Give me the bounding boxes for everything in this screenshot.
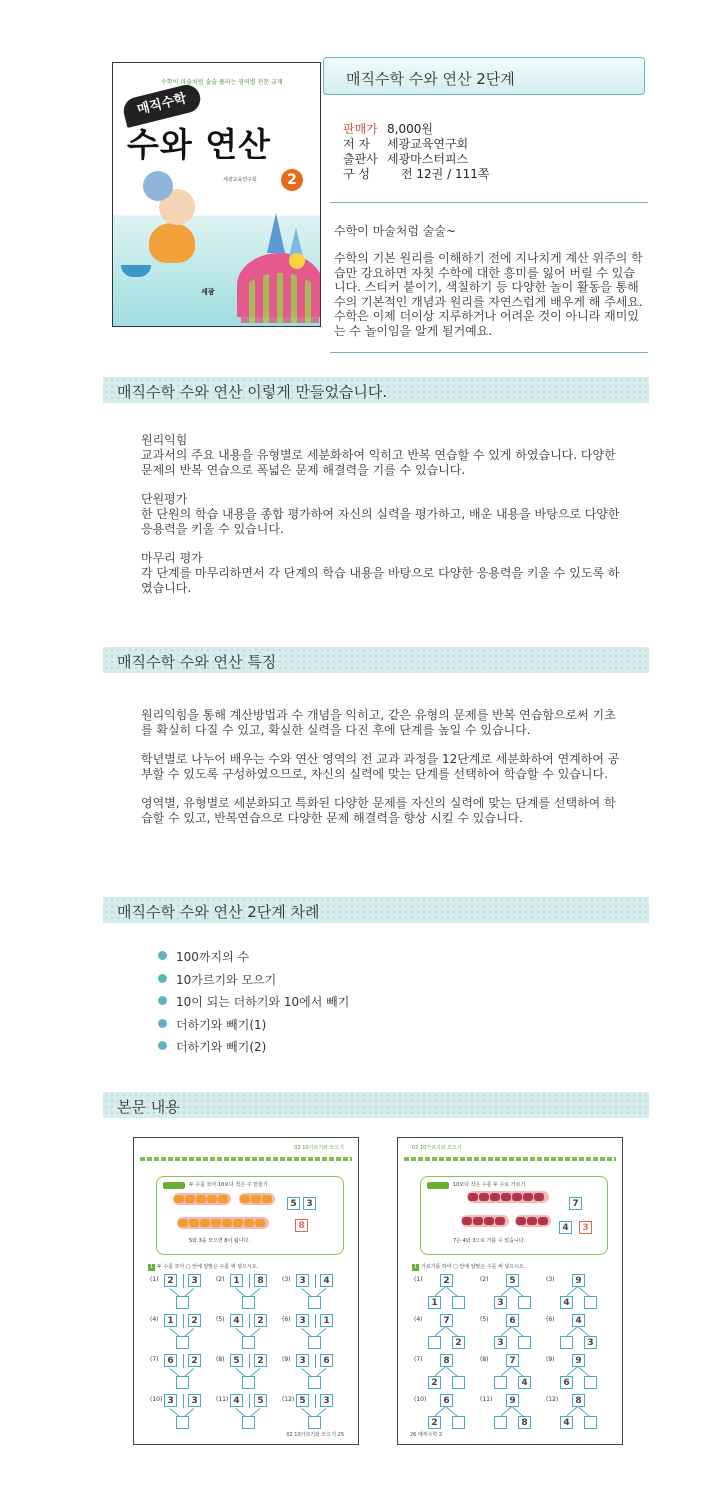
- connector-line: [183, 1394, 184, 1408]
- connector-line: [501, 1406, 512, 1416]
- number-box: 4: [572, 1314, 585, 1327]
- info-value: 전 12권 / 111쪽: [401, 167, 490, 181]
- problem-label: (2): [480, 1276, 489, 1283]
- problem-label: (5): [480, 1316, 489, 1323]
- number-box: 3: [188, 1394, 201, 1407]
- number-box: 3: [494, 1336, 507, 1349]
- section-header-sample: 본문 내용: [103, 1092, 649, 1118]
- concept-title: 10보다 작은 수를 두 수로 가르기: [453, 1182, 526, 1188]
- info-row-composition: [343, 167, 489, 182]
- connector-line: [567, 1326, 578, 1336]
- problem-label: (7): [150, 1356, 159, 1363]
- number-box: [452, 1416, 465, 1429]
- concept-tag: [427, 1182, 449, 1189]
- number-box: 3: [320, 1394, 333, 1407]
- feature-paragraph: 원리익힘을 통해 계산방법과 수 개념을 익히고, 같은 유형의 문제를 반복 연습함으로써 기초를 확실히 다질 수 있고, 확실한 실력을 다진 후에 단계를 높일 수 있습니다.: [141, 708, 616, 737]
- beads-group: [515, 1215, 551, 1227]
- section-features-body: [141, 708, 621, 840]
- connector-line: [315, 1394, 316, 1408]
- bullet-icon: [158, 1041, 167, 1050]
- connector-line: [435, 1366, 446, 1376]
- connector-line: [183, 1354, 184, 1368]
- example-top-box: 7: [569, 1197, 582, 1210]
- answer-box: [176, 1296, 189, 1309]
- number-box: 3: [494, 1296, 507, 1309]
- info-row-publisher: [343, 152, 489, 167]
- answer-box: [176, 1376, 189, 1389]
- page-rule: [404, 1157, 616, 1161]
- cover-badge: 매직수학: [121, 82, 203, 128]
- example-number-box: 5: [287, 1197, 300, 1210]
- section-header-toc: 매직수학 수와 연산 2단계 차례: [103, 897, 649, 923]
- number-box: 6: [320, 1354, 333, 1367]
- cover-character-shape: [143, 171, 173, 201]
- beads-group: [173, 1193, 231, 1205]
- problem-label: (6): [282, 1316, 291, 1323]
- example-number-box: 3: [579, 1221, 592, 1234]
- feature-item: [141, 492, 621, 537]
- example-number-box: 4: [559, 1221, 572, 1234]
- number-box: 6: [440, 1394, 453, 1407]
- number-box: 2: [440, 1274, 453, 1287]
- answer-box: [308, 1376, 321, 1389]
- number-box: 1: [230, 1274, 243, 1287]
- beads-group: [177, 1217, 269, 1229]
- number-box: 7: [440, 1314, 453, 1327]
- connector-line: [435, 1286, 446, 1296]
- connector-line: [435, 1326, 446, 1336]
- section-header-features: 매직수학 수와 연산 특징: [103, 647, 649, 673]
- product-info: [343, 122, 489, 182]
- question-number-icon: 1: [413, 1264, 418, 1270]
- question-number-icon: 1: [149, 1264, 154, 1270]
- number-box: 4: [320, 1274, 333, 1287]
- connector-line: [315, 1274, 316, 1288]
- number-box: 8: [572, 1394, 585, 1407]
- number-box: 4: [230, 1314, 243, 1327]
- section-made-body: [141, 433, 621, 610]
- concept-box: [156, 1176, 344, 1255]
- problem-label: (4): [414, 1316, 423, 1323]
- problem-label: (12): [546, 1396, 559, 1403]
- cover-boat-shape: [121, 265, 151, 277]
- number-box: 1: [428, 1296, 441, 1309]
- problem-label: (7): [414, 1356, 423, 1363]
- toc-item: [158, 1038, 349, 1061]
- problem-label: (3): [546, 1276, 555, 1283]
- feature-item: [141, 551, 621, 596]
- toc-item-label: 100까지의 수: [176, 950, 250, 964]
- number-box: [518, 1296, 531, 1309]
- sample-page-left: [133, 1137, 359, 1445]
- problem-label: (3): [282, 1276, 291, 1283]
- number-box: 8: [440, 1354, 453, 1367]
- connector-line: [249, 1354, 250, 1368]
- answer-box: [176, 1416, 189, 1429]
- number-box: 8: [518, 1416, 531, 1429]
- number-box: 4: [560, 1416, 573, 1429]
- connector-line: [315, 1314, 316, 1328]
- feature-text: 교과서의 주요 내용을 유형별로 세분화하여 익히고 반복 연습할 수 있게 하였습니다. 다양한 문제의 반복 연습으로 폭넓은 문제 해결력을 기를 수 있습니다.: [141, 448, 616, 477]
- connector-line: [567, 1286, 578, 1296]
- toc-item-label: 더하기와 빼기(2): [176, 1040, 267, 1054]
- cover-character-shape: [149, 223, 195, 263]
- section-header-made: 매직수학 수와 연산 이렇게 만들었습니다.: [103, 377, 649, 403]
- bullet-icon: [158, 996, 167, 1005]
- problem-label: (1): [150, 1276, 159, 1283]
- number-box: [428, 1336, 441, 1349]
- number-box: 9: [572, 1354, 585, 1367]
- question-text: 1 두 수를 모아 ▢ 안에 알맞은 수를 써 넣으시오.: [149, 1264, 259, 1270]
- answer-box: [242, 1296, 255, 1309]
- number-box: 2: [164, 1274, 177, 1287]
- example-number-box: 3: [303, 1197, 316, 1210]
- info-key: 구 성: [343, 167, 370, 181]
- number-box: 9: [572, 1274, 585, 1287]
- toc-item-label: 10이 되는 더하기와 10에서 빼기: [176, 995, 350, 1009]
- feature-title: 단원평가: [141, 492, 188, 506]
- connector-line: [435, 1406, 446, 1416]
- beads-group: [461, 1215, 509, 1227]
- answer-box: [308, 1336, 321, 1349]
- cover-tower-shape: [267, 213, 285, 253]
- connector-line: [249, 1274, 250, 1288]
- question-text: 1 가르기를 하여 ▢ 안에 알맞은 수를 써 넣으시오.: [413, 1264, 526, 1270]
- cover-title: 수와 연산: [127, 125, 272, 164]
- number-box: 4: [230, 1394, 243, 1407]
- number-box: 5: [230, 1354, 243, 1367]
- number-box: [560, 1336, 573, 1349]
- problem-label: (5): [216, 1316, 225, 1323]
- problem-label: (11): [216, 1396, 229, 1403]
- sample-page-right: [397, 1137, 623, 1445]
- feature-text: 각 단계를 마무리하면서 각 단계의 학습 내용을 바탕으로 다양한 응용력을 키울 수 있도록 하였습니다.: [141, 566, 620, 595]
- bullet-icon: [158, 951, 167, 960]
- number-box: 3: [296, 1274, 309, 1287]
- connector-line: [315, 1354, 316, 1368]
- problem-label: (9): [282, 1356, 291, 1363]
- number-box: 2: [428, 1376, 441, 1389]
- page-rule: [140, 1157, 352, 1161]
- connector-line: [567, 1406, 578, 1416]
- number-box: 6: [164, 1354, 177, 1367]
- cover-publisher-logo: 세광: [201, 288, 215, 296]
- toc-item: [158, 971, 349, 994]
- feature-paragraph: 학년별로 나누어 배우는 수와 연산 영역의 전 교과 과정을 12단계로 세분화하여 연계하여 공부할 수 있도록 구성하였으므로, 자신의 실력에 맞는 단계를 선택하여 학습할 수 있습니다.: [141, 752, 620, 781]
- answer-box: [242, 1416, 255, 1429]
- answer-box: [176, 1336, 189, 1349]
- bullet-icon: [158, 974, 167, 983]
- number-box: [452, 1376, 465, 1389]
- number-box: [494, 1416, 507, 1429]
- cover-tagline: 수학이 마술처럼 술술 풀리는 영역별 전문 교재: [161, 79, 283, 86]
- connector-line: [249, 1394, 250, 1408]
- number-box: 3: [164, 1394, 177, 1407]
- number-box: 1: [320, 1314, 333, 1327]
- connector-line: [567, 1366, 578, 1376]
- info-value: 8,000원: [387, 122, 433, 136]
- info-key: 판매가: [343, 122, 378, 136]
- feature-text: 한 단원의 학습 내용을 종합 평가하여 자신의 실력을 평가하고, 배운 내용을 바탕으로 다양한 응용력을 키울 수 있습니다.: [141, 507, 620, 536]
- info-value: 세광교육연구회: [387, 137, 469, 151]
- number-box: [494, 1376, 507, 1389]
- divider: [330, 202, 648, 203]
- feature-paragraph: 영역별, 유형별로 세분화되고 특화된 다양한 문제를 자신의 실력에 맞는 단계를 선택하여 학습할 수 있고, 반복연습으로 다양한 문제 해결력을 향상 시킬 수 있습니다.: [141, 796, 616, 825]
- problem-label: (8): [216, 1356, 225, 1363]
- problem-label: (12): [282, 1396, 295, 1403]
- concept-note: 7은 4와 3으로 가를 수 있습니다.: [453, 1238, 526, 1244]
- problem-label: (1): [414, 1276, 423, 1283]
- concept-title: 두 수를 모아 10보다 작은 수 만들기: [189, 1182, 268, 1188]
- problem-label: (10): [150, 1396, 163, 1403]
- number-box: 2: [452, 1336, 465, 1349]
- concept-tag: [163, 1182, 185, 1189]
- beads-group: [467, 1191, 549, 1203]
- cover-step-badge: 2: [281, 169, 303, 191]
- number-box: [584, 1376, 597, 1389]
- number-box: 5: [296, 1394, 309, 1407]
- number-box: 6: [506, 1314, 519, 1327]
- number-box: 2: [254, 1354, 267, 1367]
- beads-group: [239, 1193, 275, 1205]
- feature-title: 마무리 평가: [141, 551, 203, 565]
- number-box: [584, 1296, 597, 1309]
- connector-line: [501, 1326, 512, 1336]
- page-footer: 02 10가르기와 모으기 25: [286, 1432, 344, 1438]
- cover-sun-shape: [289, 253, 305, 269]
- number-box: 2: [188, 1314, 201, 1327]
- problem-label: (6): [546, 1316, 555, 1323]
- toc-item: [158, 1016, 349, 1039]
- problem-label: (4): [150, 1316, 159, 1323]
- divider: [330, 352, 648, 353]
- book-cover-image: [112, 62, 321, 327]
- connector-line: [183, 1274, 184, 1288]
- number-box: 3: [296, 1314, 309, 1327]
- toc-item-label: 10가르기와 모으기: [176, 972, 277, 987]
- cover-hill-shape: [241, 273, 319, 323]
- number-box: [518, 1336, 531, 1349]
- number-box: 8: [254, 1274, 267, 1287]
- toc-item: [158, 948, 349, 971]
- bullet-icon: [158, 1019, 167, 1028]
- problem-label: (9): [546, 1356, 555, 1363]
- problem-label: (8): [480, 1356, 489, 1363]
- table-of-contents: [158, 948, 349, 1061]
- cover-author: 세광교육연구회: [223, 177, 257, 183]
- info-key: 출판사: [343, 152, 378, 166]
- number-box: 5: [254, 1394, 267, 1407]
- connector-line: [501, 1286, 512, 1296]
- number-box: 2: [254, 1314, 267, 1327]
- answer-box: [242, 1336, 255, 1349]
- page-header: 02 10가르기와 모으기: [412, 1145, 462, 1151]
- feature-title: 원리익힘: [141, 433, 188, 447]
- connector-line: [249, 1314, 250, 1328]
- info-key: 저 자: [343, 137, 370, 151]
- answer-box: [308, 1416, 321, 1429]
- number-box: 3: [584, 1336, 597, 1349]
- toc-item-label: 더하기와 빼기(1): [176, 1017, 267, 1032]
- number-box: 4: [560, 1296, 573, 1309]
- connector-line: [183, 1314, 184, 1328]
- number-box: 2: [188, 1354, 201, 1367]
- number-box: 7: [506, 1354, 519, 1367]
- number-box: 2: [428, 1416, 441, 1429]
- number-box: 6: [560, 1376, 573, 1389]
- problem-label: (2): [216, 1276, 225, 1283]
- concept-note: 5와 3을 모으면 8이 됩니다.: [189, 1238, 250, 1244]
- info-row-price: [343, 122, 489, 137]
- connector-line: [501, 1366, 512, 1376]
- answer-box: [242, 1376, 255, 1389]
- page-footer: 26 매직수학 2: [410, 1432, 443, 1438]
- info-value: 세광마스터피스: [387, 152, 469, 166]
- concept-box: [420, 1176, 608, 1255]
- info-row-author: [343, 137, 489, 152]
- number-box: 4: [518, 1376, 531, 1389]
- number-box: 5: [506, 1274, 519, 1287]
- problem-label: (11): [480, 1396, 493, 1403]
- product-subtitle: 수학이 마술처럼 술술~: [334, 224, 457, 238]
- page-header: 02 10가르기와 모으기: [294, 1145, 344, 1151]
- number-box: 9: [506, 1394, 519, 1407]
- answer-box: [308, 1296, 321, 1309]
- number-box: [452, 1296, 465, 1309]
- product-intro: 수학의 기본 원리를 이해하기 전에 지나치게 계산 위주의 학습만 강요하면 자칫 수학에 대한 흥미를 잃어 버릴 수 있습니다. 스티커 붙이기, 색칠하기 등 다양한 놀이 활동을 통해 수의 기본적인 개념과 원리를 자연스럽게 배우게 해 주세요. 수학은 이제 더이상 지루하거나 어려운 것이 아니라 재미있는 수 놀이임을 알게 될거예요.: [334, 251, 643, 338]
- problem-label: (10): [414, 1396, 427, 1403]
- number-box: 1: [164, 1314, 177, 1327]
- feature-item: [141, 433, 621, 478]
- example-result-box: 8: [295, 1219, 308, 1232]
- number-box: 3: [296, 1354, 309, 1367]
- number-box: 3: [188, 1274, 201, 1287]
- product-title: 매직수학 수와 연산 2단계: [323, 57, 645, 95]
- toc-item: [158, 993, 349, 1016]
- number-box: [584, 1416, 597, 1429]
